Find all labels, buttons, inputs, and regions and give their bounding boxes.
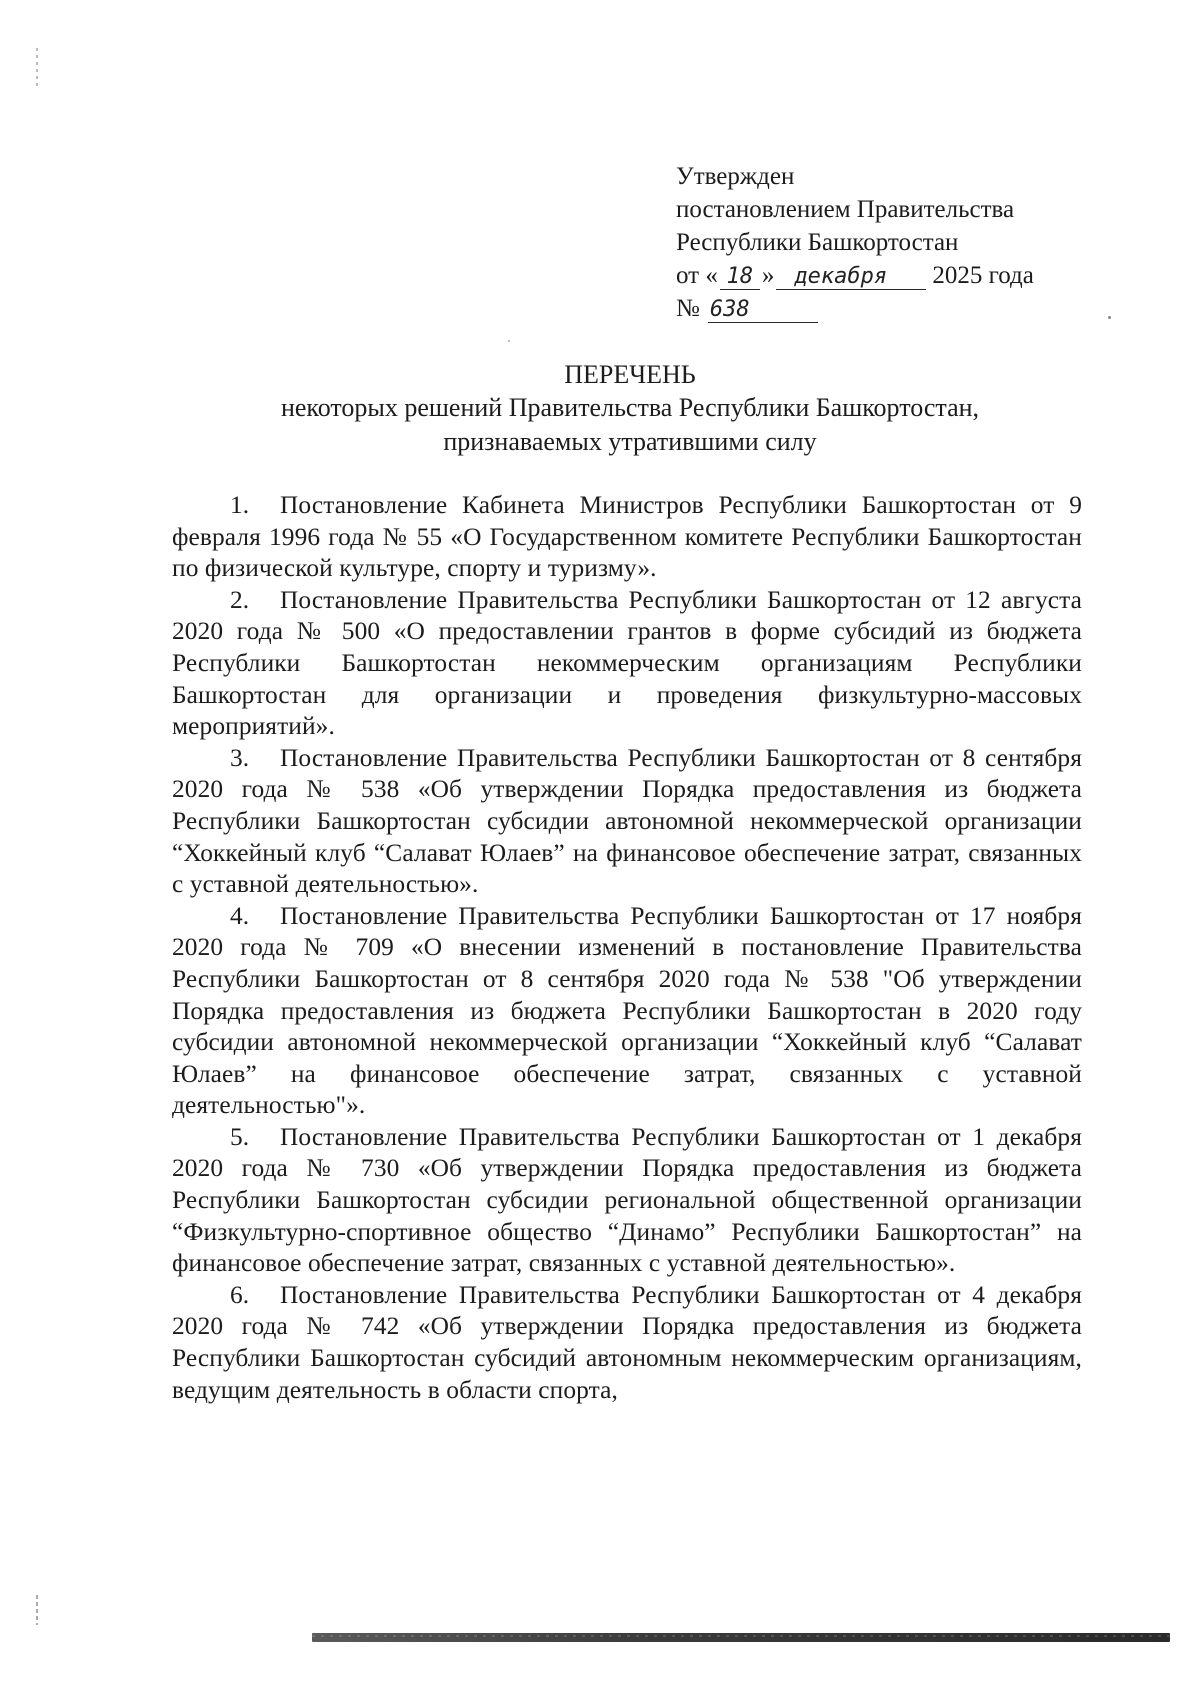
item-number: 5. <box>230 1122 250 1151</box>
scan-artifact <box>36 48 38 86</box>
date-day-field: 18 <box>720 265 760 290</box>
item-text: Постановление Правительства Республики Башкортостан от 1 декабря 2020 года № 730 «Об утверждении Порядка предоставления из бюджета Республики Башкортостан субсидии региональной общественной организации “Физкультурно-спортивное общество “Динамо” Республики Башкортостан” на финансовое обеспечение затрат, связанных с уставной деятельностью». <box>172 1122 1082 1278</box>
list-item <box>172 901 1082 1122</box>
list-item <box>172 1280 1082 1406</box>
approval-stamp-block <box>676 160 1106 325</box>
item-number: 4. <box>230 901 250 930</box>
approval-line: Республики Башкортостан <box>676 229 959 256</box>
item-number: 6. <box>230 1280 250 1309</box>
approval-number-line <box>676 292 1106 325</box>
date-month-field: декабря <box>776 265 926 290</box>
item-text: Постановление Кабинета Министров Республики Башкортостан от 9 февраля 1996 года № 55 «О Государственном комитете Республики Башкортостан по физической культуре, спорту и туризму». <box>172 491 1082 583</box>
item-text: Постановление Правительства Республики Башкортостан от 17 ноября 2020 года № 709 «О внесении изменений в постановление Правительства Республики Башкортостан от 8 сентября 2020 года № 538 "Об утверждении Порядка предоставления из бюджета Республики Башкортостан в 2020 году субсидии автономной некоммерческой организации “Хоккейный клуб “Салават Юлаев” на финансовое обеспечение затрат, связанных с уставной деятельностью"». <box>172 901 1082 1120</box>
list-item <box>172 490 1082 585</box>
document-subtitle-line: признаваемых утратившими силу <box>443 427 817 456</box>
document-number-field: 638 <box>708 298 818 323</box>
date-year: 2025 года <box>932 262 1034 289</box>
scan-artifact <box>508 340 510 342</box>
decisions-list <box>172 490 1082 1406</box>
list-item <box>172 1122 1082 1280</box>
approval-line: Утвержден <box>676 163 795 190</box>
item-number: 3. <box>230 743 250 772</box>
scan-edge-bar <box>312 1633 1170 1642</box>
number-prefix: № <box>676 295 700 322</box>
scan-artifact <box>1108 316 1111 319</box>
document-title: ПЕРЕЧЕНЬ <box>564 360 696 389</box>
list-item <box>172 743 1082 901</box>
date-prefix: от « <box>676 262 718 289</box>
item-text: Постановление Правительства Республики Башкортостан от 8 сентября 2020 года № 538 «Об утверждении Порядка предоставления из бюджета Республики Башкортостан субсидии автономной некоммерческой организации “Хоккейный клуб “Салават Юлаев” на финансовое обеспечение затрат, связанных с уставной деятельностью». <box>172 743 1082 899</box>
item-text: Постановление Правительства Республики Башкортостан от 4 декабря 2020 года № 742 «Об утверждении Порядка предоставления из бюджета Республики Башкортостан субсидий автономным некоммерческим организациям, ведущим деятельность в области спорта, <box>172 1280 1082 1404</box>
item-number: 2. <box>230 585 250 614</box>
document-subtitle-line: некоторых решений Правительства Республики Башкортостан, <box>280 393 980 422</box>
approval-date-line <box>676 259 1106 292</box>
item-number: 1. <box>230 491 250 519</box>
list-item <box>172 585 1082 743</box>
approval-line: постановлением Правительства <box>676 196 1015 223</box>
date-day-close: » <box>761 262 775 289</box>
scan-artifact <box>36 1595 38 1625</box>
item-text: Постановление Правительства Республики Башкортостан от 12 августа 2020 года № 500 «О предоставлении грантов в форме субсидий из бюджета Республики Башкортостан некоммерческим организациям Республики Башкортостан для организации и проведения физкультурно-массовых мероприятий». <box>172 585 1082 741</box>
